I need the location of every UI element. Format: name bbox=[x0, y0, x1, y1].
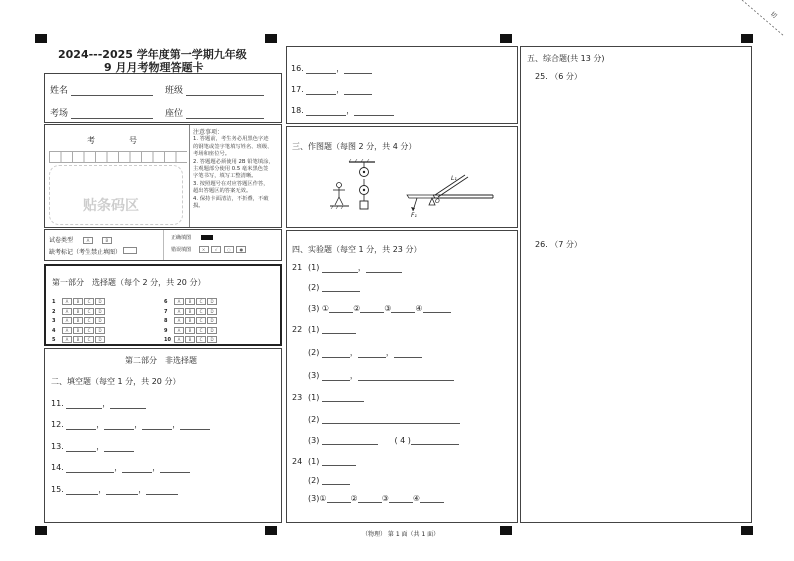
comprehensive-title: 五、综合题(共 13 分) bbox=[527, 54, 605, 63]
exam-number-box bbox=[44, 124, 282, 228]
part2-title: 第二部分 非选择题 bbox=[125, 356, 197, 365]
question-12: 12. ， ， ， bbox=[51, 419, 210, 430]
q25-answer-area[interactable] bbox=[521, 87, 751, 227]
registration-mark bbox=[741, 526, 753, 535]
part2-fill-box bbox=[44, 348, 282, 523]
paper-type-box bbox=[44, 229, 282, 261]
choice-row: 5 A B C D bbox=[52, 334, 106, 344]
room-field[interactable] bbox=[71, 110, 153, 119]
seat-label: 座位 bbox=[165, 109, 184, 119]
student-info-box bbox=[44, 73, 282, 123]
question-16: 16. ， bbox=[291, 63, 372, 74]
paper-type-option-b[interactable]: B bbox=[102, 237, 112, 244]
notes-line: 损。 bbox=[193, 203, 204, 210]
question-25: 25. （6 分） bbox=[535, 72, 582, 81]
choice-row: 7 A B C D bbox=[164, 306, 218, 316]
notes-line: 2. 答题题必须使用 2B 铅笔填涂， bbox=[193, 158, 274, 165]
fill-section-title: 二、填空题（每空 1 分，共 20 分） bbox=[51, 377, 181, 386]
wrong-fill-sample: ○ bbox=[224, 246, 234, 253]
part1-title: 第一部分 选择题（每个 2 分，共 20 分） bbox=[52, 278, 206, 287]
question-18: 18. ， bbox=[291, 105, 394, 116]
choice-row: 3 A B C D bbox=[52, 315, 106, 325]
exam-number-cells[interactable] bbox=[49, 151, 187, 163]
experiment-box: 四、实验题（每空 1 分，共 23 分） 21 (1) ， (2) (3) ① ② ③ ④ 22 (1) (2) ， ， (3) ， 23 (1) (2) (3) ( 4 ) 24 (1) (2) (3)① ② ③ ④ bbox=[286, 230, 518, 523]
notes-line: 3. 按照题号在对应答题区作答， bbox=[193, 180, 269, 187]
question-26: 26. （7 分） bbox=[535, 240, 582, 249]
choice-row: 6 A B C D bbox=[164, 296, 218, 306]
paper-type-label: 试卷类型 bbox=[49, 237, 74, 244]
correct-fill-label: 正确填图 bbox=[171, 235, 192, 241]
question-11: 11. ， bbox=[51, 398, 146, 409]
absent-label: 缺考标记（考生禁止填图） bbox=[49, 249, 122, 256]
wrong-fill-sample: × bbox=[199, 246, 209, 253]
notes-line: 考场和座位号。 bbox=[193, 151, 231, 158]
registration-mark bbox=[500, 526, 512, 535]
question-14: 14. ， ， bbox=[51, 462, 190, 473]
notes-line: 的钢笔或签字笔填写姓名、班级、 bbox=[193, 143, 273, 150]
cut-line bbox=[740, 0, 794, 40]
cut-label: 切 bbox=[768, 10, 778, 20]
experiment-q22: 22 (1) bbox=[292, 325, 356, 334]
room-label: 考场 bbox=[50, 109, 69, 119]
registration-mark bbox=[265, 526, 277, 535]
question-13: 13. ， bbox=[51, 441, 134, 452]
choice-row: 2 A B C D bbox=[52, 306, 106, 316]
exam-no-label-kao: 考 bbox=[87, 136, 95, 145]
correct-fill-sample bbox=[201, 235, 213, 240]
q26-answer-area[interactable] bbox=[521, 255, 751, 515]
question-15: 15. ， ， bbox=[51, 484, 178, 495]
drawing-box bbox=[286, 126, 518, 228]
seat-field[interactable] bbox=[186, 110, 264, 119]
notes-title: 注意事项： bbox=[193, 129, 224, 136]
wrong-fill-sample: √ bbox=[211, 246, 221, 253]
drawing-title: 三、作图题（每图 2 分，共 4 分） bbox=[292, 142, 417, 151]
notes-line: 超出答题区的答案无效。 bbox=[193, 188, 252, 195]
pulley-diagram bbox=[327, 159, 387, 219]
label-f1: F₁ bbox=[411, 212, 417, 219]
experiment-title: 四、实验题（每空 1 分，共 23 分） bbox=[292, 245, 422, 254]
choice-row: 10 A B C D bbox=[164, 334, 218, 344]
barcode-label: 贴条码区 bbox=[83, 198, 139, 214]
comprehensive-box bbox=[520, 46, 752, 523]
class-field[interactable] bbox=[186, 87, 264, 96]
notes-line: 主观题部分使用 0.5 毫米黑色签 bbox=[193, 166, 269, 173]
exam-title-line2: 9 月月考物理答题卡 bbox=[104, 61, 204, 74]
experiment-q21: 21 (1) ， bbox=[292, 262, 402, 273]
wrong-fill-sample: ● bbox=[236, 246, 246, 253]
registration-mark bbox=[35, 526, 47, 535]
part1-choice-box bbox=[44, 264, 282, 346]
page-footer: （物理） 第 1 面（共 1 面） bbox=[362, 531, 440, 538]
absent-mark-box[interactable] bbox=[123, 247, 137, 254]
name-label: 姓名 bbox=[50, 86, 69, 96]
paper-type-option-a[interactable]: A bbox=[83, 237, 93, 244]
notes-line: 4. 保持卡面清洁，不折叠，不破 bbox=[193, 195, 269, 202]
experiment-q23: 23 (1) bbox=[292, 393, 364, 402]
vertical-divider bbox=[189, 125, 190, 227]
registration-mark bbox=[500, 34, 512, 43]
choice-row: 1 A B C D bbox=[52, 296, 106, 306]
choice-row: 8 A B C D bbox=[164, 315, 218, 325]
wrong-fill-label: 错误填图 bbox=[171, 247, 192, 253]
class-label: 班级 bbox=[165, 86, 184, 96]
name-field[interactable] bbox=[71, 87, 153, 96]
fill-continued-box bbox=[286, 46, 518, 124]
label-o: O bbox=[435, 198, 440, 205]
registration-mark bbox=[265, 34, 277, 43]
experiment-q24: 24 (1) bbox=[292, 457, 356, 466]
question-17: 17. ， bbox=[291, 84, 372, 95]
notes-block bbox=[193, 129, 281, 210]
notes-line: 字笔书写，填写工整清晰。 bbox=[193, 173, 257, 180]
label-l1: L₁ bbox=[451, 175, 457, 182]
exam-title-line1: 2024---2025 学年度第一学期九年级 bbox=[58, 48, 247, 61]
notes-line: 1. 答题前，考生务必用黑色字迹 bbox=[193, 136, 269, 143]
registration-mark bbox=[35, 34, 47, 43]
choice-row: 9 A B C D bbox=[164, 325, 218, 335]
choice-row: 4 A B C D bbox=[52, 325, 106, 335]
exam-no-label-hao: 号 bbox=[129, 136, 137, 145]
